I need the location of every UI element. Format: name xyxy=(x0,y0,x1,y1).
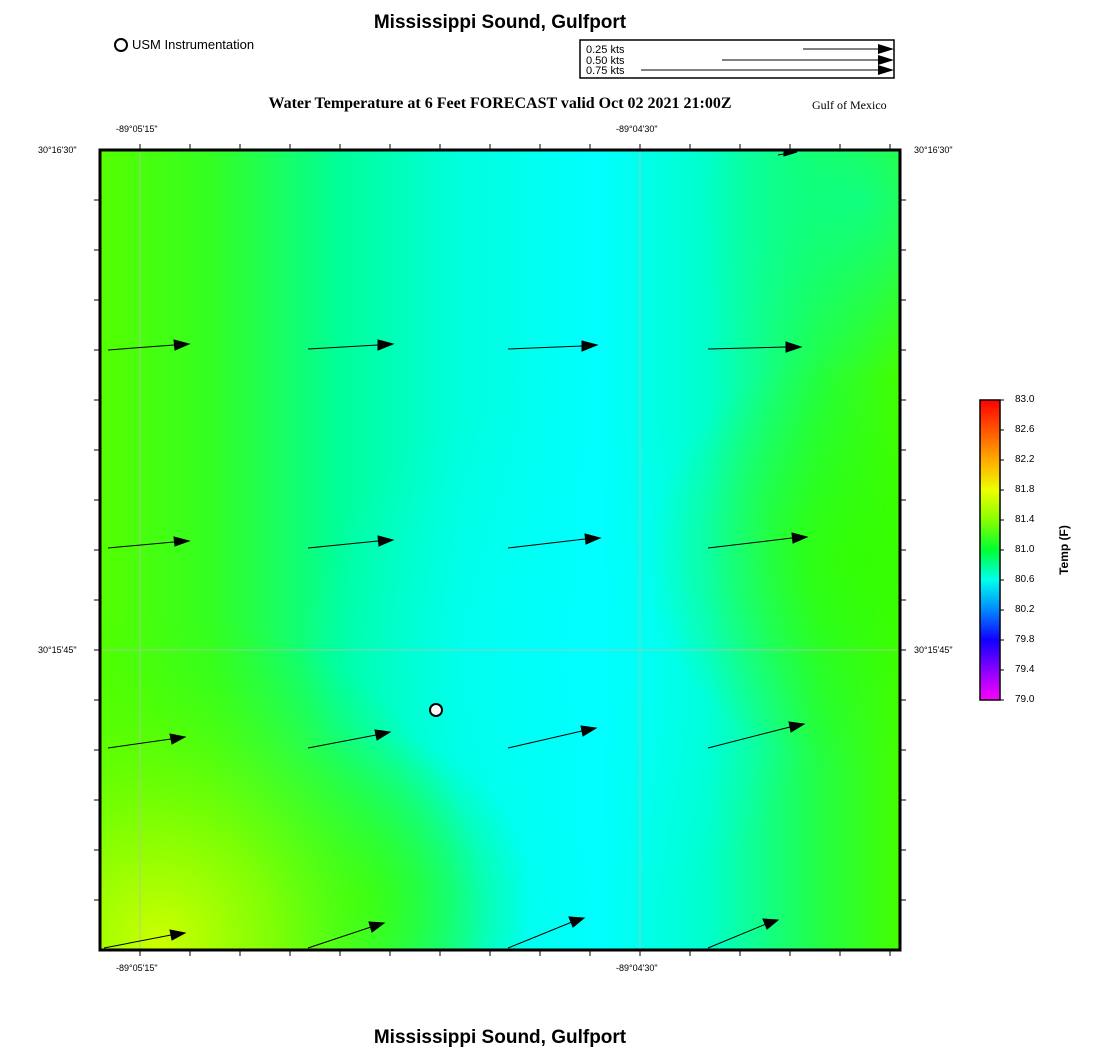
colorbar-title: Temp (F) xyxy=(1057,525,1071,575)
colorbar-tick-label: 82.2 xyxy=(1015,454,1035,465)
forecast-subtitle: Water Temperature at 6 Feet FORECAST valid Oct 02 2021 21:00Z xyxy=(268,95,732,112)
station-legend-label: USM Instrumentation xyxy=(132,37,255,52)
colorbar-tick-label: 80.2 xyxy=(1015,604,1035,615)
station-legend xyxy=(114,37,254,52)
current-scale-frame xyxy=(580,40,894,78)
lat-label-left-2: 30°15'45" xyxy=(38,645,77,655)
colorbar-tick-label: 79.0 xyxy=(1015,694,1035,705)
footer-title: Mississippi Sound, Gulfport xyxy=(373,1027,627,1048)
temperature-field xyxy=(100,150,900,950)
lon-label-bottom-1: -89°05'15" xyxy=(116,963,158,973)
temperature-map[interactable] xyxy=(90,140,910,960)
region-label: Gulf of Mexico xyxy=(812,98,887,112)
colorbar-tick-label: 81.4 xyxy=(1015,514,1035,525)
colorbar-tick-label: 82.6 xyxy=(1015,424,1035,435)
usm-station-marker[interactable] xyxy=(430,704,442,716)
lon-label-bottom-2: -89°04'30" xyxy=(616,963,658,973)
scale-label-025: 0.25 kts xyxy=(586,44,625,56)
colorbar-tick-label: 79.8 xyxy=(1015,634,1035,645)
map-title: Mississippi Sound, Gulfport xyxy=(373,12,627,33)
current-scale-legend xyxy=(578,38,898,82)
temperature-colorbar xyxy=(975,395,1005,707)
lon-label-top-1: -89°05'15" xyxy=(116,124,158,134)
lat-label-right-2: 30°15'45" xyxy=(914,645,953,655)
lon-label-top-2: -89°04'30" xyxy=(616,124,658,134)
colorbar-tick-label: 81.8 xyxy=(1015,484,1035,495)
colorbar-tick-label: 80.6 xyxy=(1015,574,1035,585)
colorbar-tick-label: 79.4 xyxy=(1015,664,1035,675)
colorbar-tick-label: 83.0 xyxy=(1015,394,1035,405)
station-circle-icon xyxy=(114,38,128,52)
colorbar-ramp xyxy=(980,400,1000,700)
colorbar-title-box xyxy=(1034,520,1094,580)
lat-label-right-1: 30°16'30" xyxy=(914,145,953,155)
scale-label-050: 0.50 kts xyxy=(586,55,625,67)
lat-label-left-1: 30°16'30" xyxy=(38,145,77,155)
scale-label-075: 0.75 kts xyxy=(586,65,625,77)
colorbar-tick-label: 81.0 xyxy=(1015,544,1035,555)
